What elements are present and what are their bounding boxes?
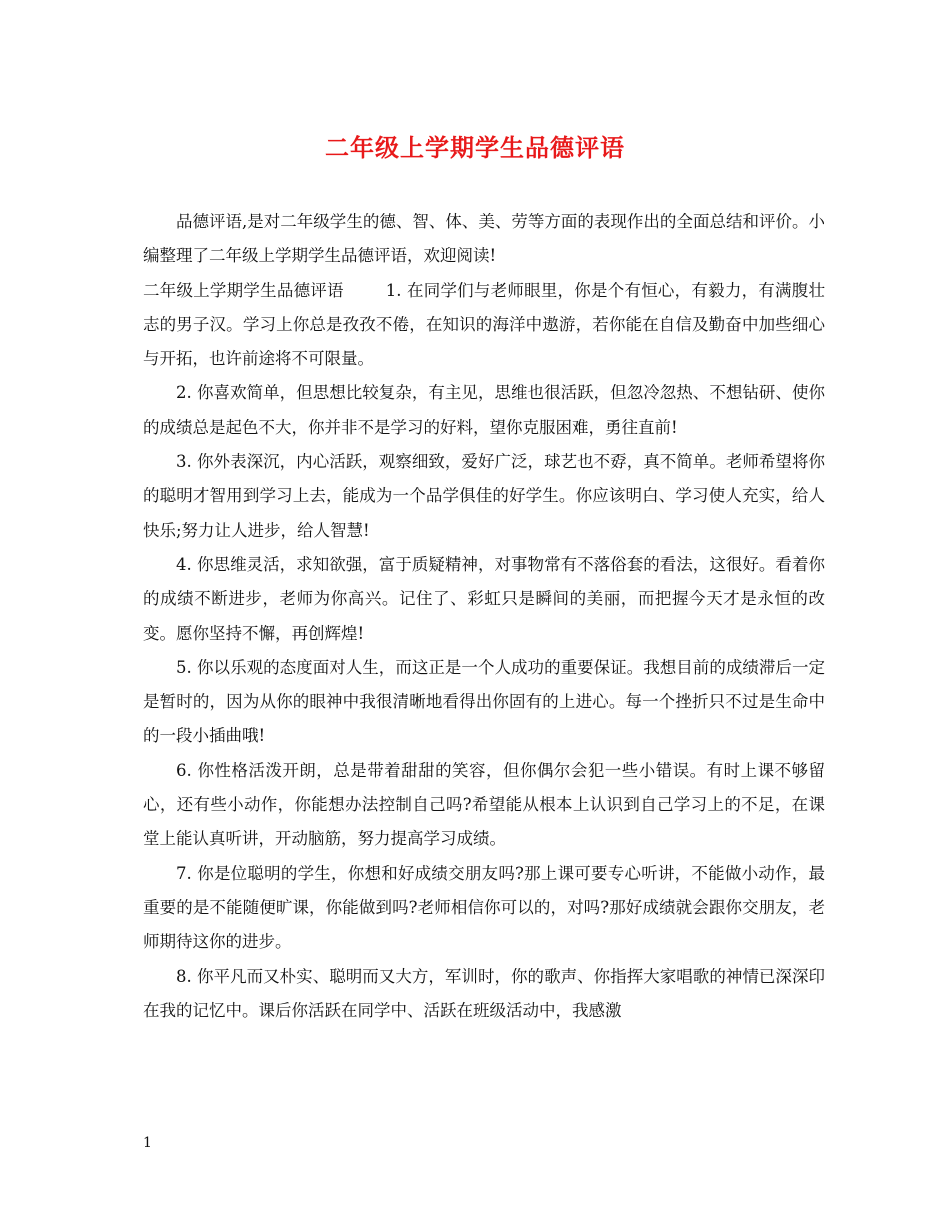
comment-7: 7. 你是位聪明的学生，你想和好成绩交朋友吗?那上课可要专心听讲，不能做小动作，最重要的是不能随便旷课，你能做到吗?老师相信你可以的，对吗?那好成绩就会跟你交朋友，老师期待这你的进步。 bbox=[143, 863, 825, 952]
document-body bbox=[143, 205, 825, 1028]
comment-5: 5. 你以乐观的态度面对人生，而这正是一个人成功的重要保证。我想目前的成绩滞后一定是暂时的，因为从你的眼神中我很清晰地看得出你固有的上进心。每一个挫折只不过是生命中的一段小插曲哦! bbox=[143, 657, 825, 746]
comment-1: 1. 在同学们与老师眼里，你是个有恒心，有毅力，有满腹壮志的男子汉。学习上你总是孜孜不倦，在知识的海洋中遨游，若你能在自信及勤奋中加些细心与开拓，也许前途将不可限量。 bbox=[143, 280, 825, 369]
comment-3: 3. 你外表深沉，内心活跃，观察细致，爱好广泛，球艺也不孬，真不简单。老师希望将你的聪明才智用到学习上去，能成为一个品学俱佳的好学生。你应该明白、学习使人充实，给人快乐;努力让人进步，给人智慧! bbox=[143, 452, 825, 540]
comment-6: 6. 你性格活泼开朗，总是带着甜甜的笑容，但你偶尔会犯一些小错误。有时上课不够留心，还有些小动作，你能想办法控制自己吗?希望能从根本上认识到自己学习上的不足，在课堂上能认真听讲，开动脑筋，努力提高学习成绩。 bbox=[143, 760, 825, 849]
section-heading: 二年级上学期学生品德评语 bbox=[143, 280, 344, 300]
first-comment-paragraph bbox=[143, 274, 825, 377]
page-number: 1 bbox=[143, 1135, 152, 1151]
comment-4: 4. 你思维灵活，求知欲强，富于质疑精神，对事物常有不落俗套的看法，这很好。看着你的成绩不断进步，老师为你高兴。记住了、彩虹只是瞬间的美丽，而把握今天才是永恒的改变。愿你坚持不懈，再创辉煌! bbox=[143, 554, 825, 643]
comment-8: 8. 你平凡而又朴实、聪明而又大方，军训时，你的歌声、你指挥大家唱歌的神情已深深印在我的记忆中。课后你活跃在同学中、活跃在班级活动中，我感激 bbox=[143, 966, 825, 1020]
document-title: 二年级上学期学生品德评语 bbox=[325, 133, 625, 162]
comment-2: 2. 你喜欢简单，但思想比较复杂，有主见，思维也很活跃，但忽冷忽热、不想钻研、使你的成绩总是起色不大，你并非不是学习的好料，望你克服困难，勇往直前! bbox=[143, 383, 825, 437]
intro-paragraph: 品德评语,是对二年级学生的德、智、体、美、劳等方面的表现作出的全面总结和评价。小编整理了二年级上学期学生品德评语，欢迎阅读! bbox=[143, 212, 825, 266]
